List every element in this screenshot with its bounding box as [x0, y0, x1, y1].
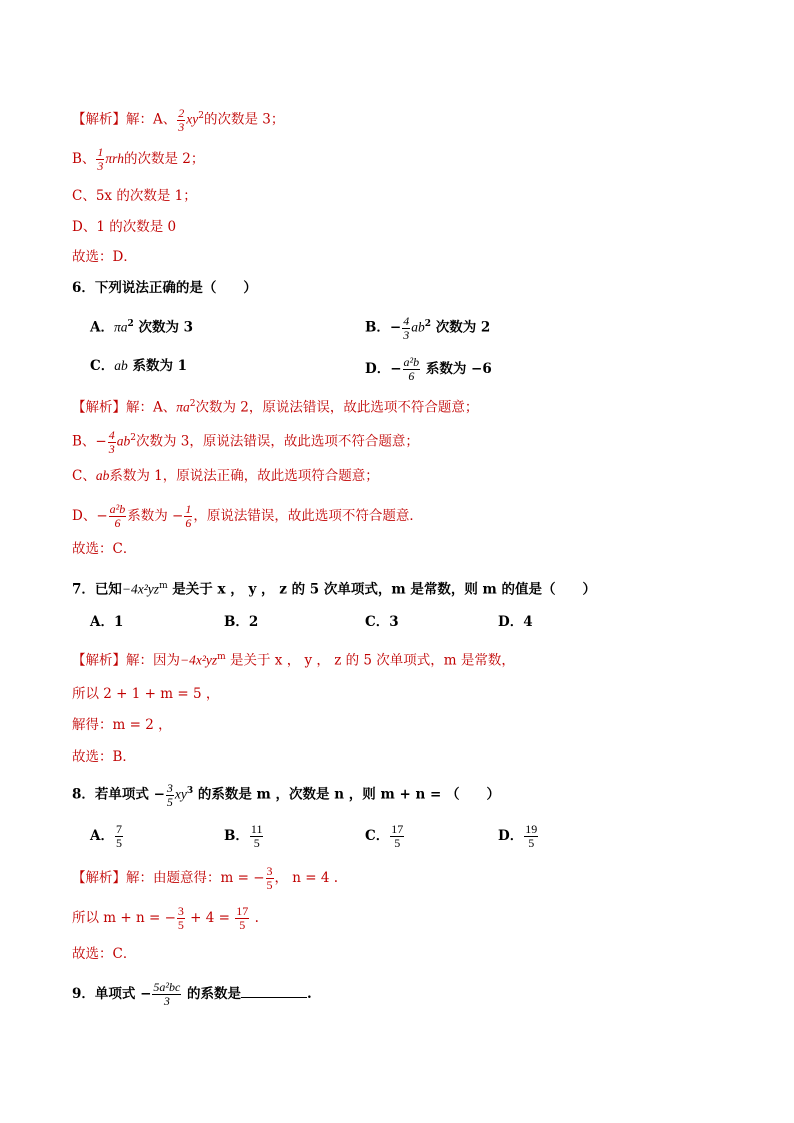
q6-solution-c: C、ab系数为 1，原说法正确，故此选项符合题意； [72, 468, 379, 484]
q6-option-c: C．ab 系数为 1 [90, 358, 188, 374]
fraction: $\frac{19}{5}$ [525, 822, 538, 850]
q7-option-c: C．3 [365, 614, 399, 630]
fraction: $\frac{4}{3}$ [403, 313, 410, 342]
fraction: $\frac{\text{a²b}}{6}$ [109, 502, 126, 530]
fraction: $\frac{1}{6}$ [185, 502, 192, 530]
fraction: $\frac{17}{5}$ [236, 904, 249, 932]
jiexi-label: 【解析】 [72, 111, 126, 128]
q7-option-b: B．2 [224, 614, 259, 630]
q8-stem: 8．若单项式 − $\frac{3}{5}$ $xy^3$ 的系数是 m ，次数是 n ，则 m + n = （ ） [72, 780, 500, 809]
q8-solution-2: 所以 m + n = − $\frac{3}{5}$ + 4 = $\frac{17}{5}$ . [72, 904, 259, 932]
q6-option-a: A．$\pi a^2$ 次数为 3 [90, 319, 194, 336]
fraction: $\frac{2}{3}$ [178, 105, 185, 134]
q6-solution-d: D、− $\frac{\text{a²b}}{6}$ 系数为 − $\frac{1}{6}$ ，原说法错误，故此选项不符合题意． [72, 502, 423, 530]
q7-solution-3: 解得：m = 2 ， [72, 717, 172, 733]
fraction: $\frac{11}{5}$ [250, 822, 263, 850]
fraction: $\frac{17}{5}$ [391, 822, 404, 850]
q6-option-d: D．− $\frac{\text{a²b}}{6}$ 系数为 −6 [365, 355, 492, 383]
fraction: $\frac{3}{5}$ [266, 864, 273, 892]
q6-answer: 故选：C． [72, 541, 137, 557]
q8-answer: 故选：C． [72, 946, 137, 962]
fraction: $\frac{\text{a²b}}{6}$ [403, 355, 420, 383]
q5-solution-d: D、1 的次数是 0 [72, 219, 177, 235]
q7-answer: 故选：B． [72, 749, 136, 765]
q5-solution-b: B、 $\frac{1}{3}$ πrh的次数是 2； [72, 145, 205, 173]
q7-stem: 7．已知$-4x^2yz^m$ 是关于 x ， y ， z 的 5 次单项式，m 是常数，则 m 的值是（ ） [72, 581, 597, 598]
q5-solution-c: C、5x 的次数是 1； [72, 188, 197, 204]
fraction: $\frac{4}{3}$ [108, 427, 115, 456]
q6-solution-a: 【解析】解：A、$\pi a^2$次数为 2，原说法错误，故此选项不符合题意； [72, 399, 479, 416]
q8-option-d: D． $\frac{19}{5}$ [498, 822, 538, 850]
q5-solution-a: 【解析】解：A、 $\frac{2}{3}$ $xy^2$的次数是 3； [72, 105, 285, 134]
q5-answer: 故选：D． [72, 249, 137, 265]
q8-option-a: A． $\frac{7}{5}$ [90, 822, 122, 850]
q9-stem: 9．单项式 − $\frac{\text{5a²bc}}{3}$ 的系数是 . [72, 980, 312, 1008]
fraction: $\frac{3}{5}$ [177, 904, 184, 932]
q7-solution-1: 【解析】解：因为$-4x^2yz^m$ 是关于 x ， y ， z 的 5 次单项式，m 是常数， [72, 652, 515, 669]
q7-solution-2: 所以 2 + 1 + m = 5 ， [72, 686, 220, 702]
fraction: $\frac{\text{5a²bc}}{3}$ [153, 980, 181, 1008]
q8-option-b: B． $\frac{11}{5}$ [224, 822, 263, 850]
q8-solution-1: 【解析】解：由题意得：m = − $\frac{3}{5}$ ， n = 4 . [72, 864, 339, 892]
fraction: $\frac{3}{5}$ [166, 780, 173, 809]
fraction: $\frac{7}{5}$ [115, 822, 122, 850]
q7-option-a: A．1 [90, 614, 124, 630]
q6-option-b: B．− $\frac{4}{3}$ $ab^2$ 次数为 2 [365, 313, 491, 342]
fraction: $\frac{1}{3}$ [97, 145, 104, 173]
q8-option-c: C． $\frac{17}{5}$ [365, 822, 404, 850]
q6-stem: 6．下列说法正确的是（ ） [72, 280, 257, 296]
q6-solution-b: B、− $\frac{4}{3}$ $ab^2$次数为 3，原说法错误，故此选项不符合题意； [72, 427, 419, 456]
answer-blank[interactable] [241, 983, 307, 998]
q7-option-d: D．4 [498, 614, 533, 630]
